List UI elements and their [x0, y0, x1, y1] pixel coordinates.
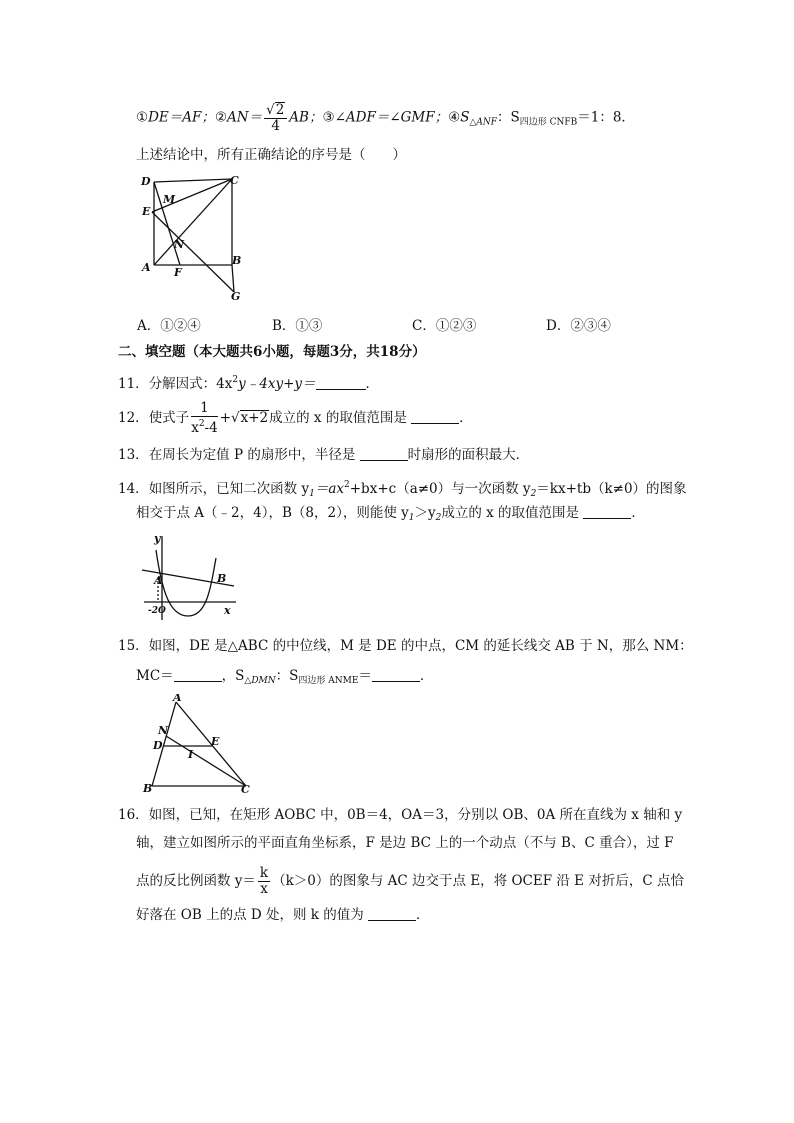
- q16-line2: 轴，建立如图所示的平面直角坐标系，F 是边 BC 上的一个动点（不与 B、C 重合），过 F: [136, 835, 674, 851]
- q16-fraction: $\frac{k}{x}$: [259, 865, 269, 897]
- sqrt2-over-4-fraction: $\frac{√2}{4}$: [264, 102, 287, 134]
- q14-label-x: x: [224, 604, 231, 617]
- q15-answer-blank-1[interactable]: [174, 667, 222, 682]
- q12: 12．使式子 $\frac{1}{x^2-4}$ +√x+2成立的 x 的取值范围是 ．: [118, 400, 473, 436]
- q13: 13．在周长为定值 P 的扇形中，半径是 时扇形的面积最大．: [118, 447, 530, 463]
- q15-label-C: C: [241, 783, 250, 794]
- q12-answer-blank[interactable]: [411, 409, 459, 424]
- q10-label-C: C: [230, 174, 239, 187]
- q14-figure: [140, 532, 240, 622]
- q16-line1: 16．如图，已知，在矩形 AOBC 中，0B＝4，OA＝3，分别以 OB、0A 所在直线为 x 轴和 y: [118, 807, 683, 823]
- q15-label-A: A: [173, 694, 182, 704]
- q10-label-B: B: [232, 254, 242, 267]
- q16-line3: 点的反比例函数 y＝ $\frac{k}{x}$ （k＞0）的图象与 AC 边交于点 E，将 OCEF 沿 E 对折后，C 点恰: [136, 865, 684, 897]
- q15-answer-blank-2[interactable]: [372, 667, 420, 682]
- q15-label-B: B: [143, 782, 153, 794]
- q14-label-tick: -2O: [148, 606, 166, 616]
- q14-label-y: y: [154, 532, 161, 545]
- q15-label-E: E: [211, 735, 220, 748]
- choice-c[interactable]: C．①②③: [412, 318, 477, 334]
- choice-b[interactable]: B．①③: [272, 318, 323, 334]
- q15-label-I: I: [188, 748, 194, 761]
- q10-label-D: D: [141, 175, 151, 188]
- q15-figure: [140, 694, 260, 794]
- q15-label-N: N: [158, 724, 169, 737]
- q10-label-G: G: [231, 290, 241, 303]
- q15-label-D: D: [153, 739, 163, 752]
- q11-answer-blank[interactable]: [316, 375, 366, 390]
- q10-conditions: ①DE＝AF；②AN＝ $\frac{√2}{4}$ AB；③∠ADF＝∠GMF；$④S_{\triangle ANF}$：$S_{四边形 CNFB}=1$：8．: [136, 102, 635, 134]
- section-heading-fill-in: 二、填空题（本大题共6小题，每题3分，共18分）: [118, 344, 426, 360]
- q10-label-N: N: [174, 238, 185, 251]
- q10-label-F: F: [174, 266, 182, 279]
- q10-prompt: 上述结论中，所有正确结论的序号是（ ）: [136, 147, 406, 163]
- q11: 11．分解因式：$4x^2y﹣4xy+y=$ ．: [118, 375, 380, 392]
- q14-line2: 相交于点 A（﹣2，4），B（8，2），则能使 $y_1>y_2$成立的 x 的取值范围是 ．: [136, 505, 645, 523]
- q15-line2: MC＝ ，$S_{\triangle DMN}$：$S_{四边形 ANME}=$ ．: [136, 668, 434, 686]
- choice-a[interactable]: A．①②④: [137, 318, 201, 334]
- q10-label-A: A: [142, 261, 151, 274]
- q15-line1: 15．如图，DE 是△ABC 的中位线，M 是 DE 的中点，CM 的延长线交 AB 于 N，那么 NM：: [118, 638, 693, 654]
- q16-answer-blank[interactable]: [368, 906, 416, 921]
- q10-label-E: E: [142, 205, 151, 218]
- q14-line1: 14．如图所示，已知二次函数 $y_1=ax^2+bx+c(a\ne 0)$与一次函数 $y_2=kx+tb(k\ne 0)$的图象: [118, 480, 687, 499]
- q14-label-B: B: [217, 572, 227, 585]
- q14-answer-blank[interactable]: [583, 504, 631, 519]
- choice-d[interactable]: D．②③④: [546, 318, 611, 334]
- q12-fraction: $\frac{1}{x^2-4}$: [191, 400, 218, 436]
- q14-label-A: A: [154, 574, 163, 587]
- q10-figure: [138, 170, 268, 305]
- q13-answer-blank[interactable]: [360, 446, 408, 461]
- q10-label-M: M: [163, 193, 176, 206]
- q16-line4: 好落在 OB 上的点 D 处，则 k 的值为 ．: [136, 907, 430, 923]
